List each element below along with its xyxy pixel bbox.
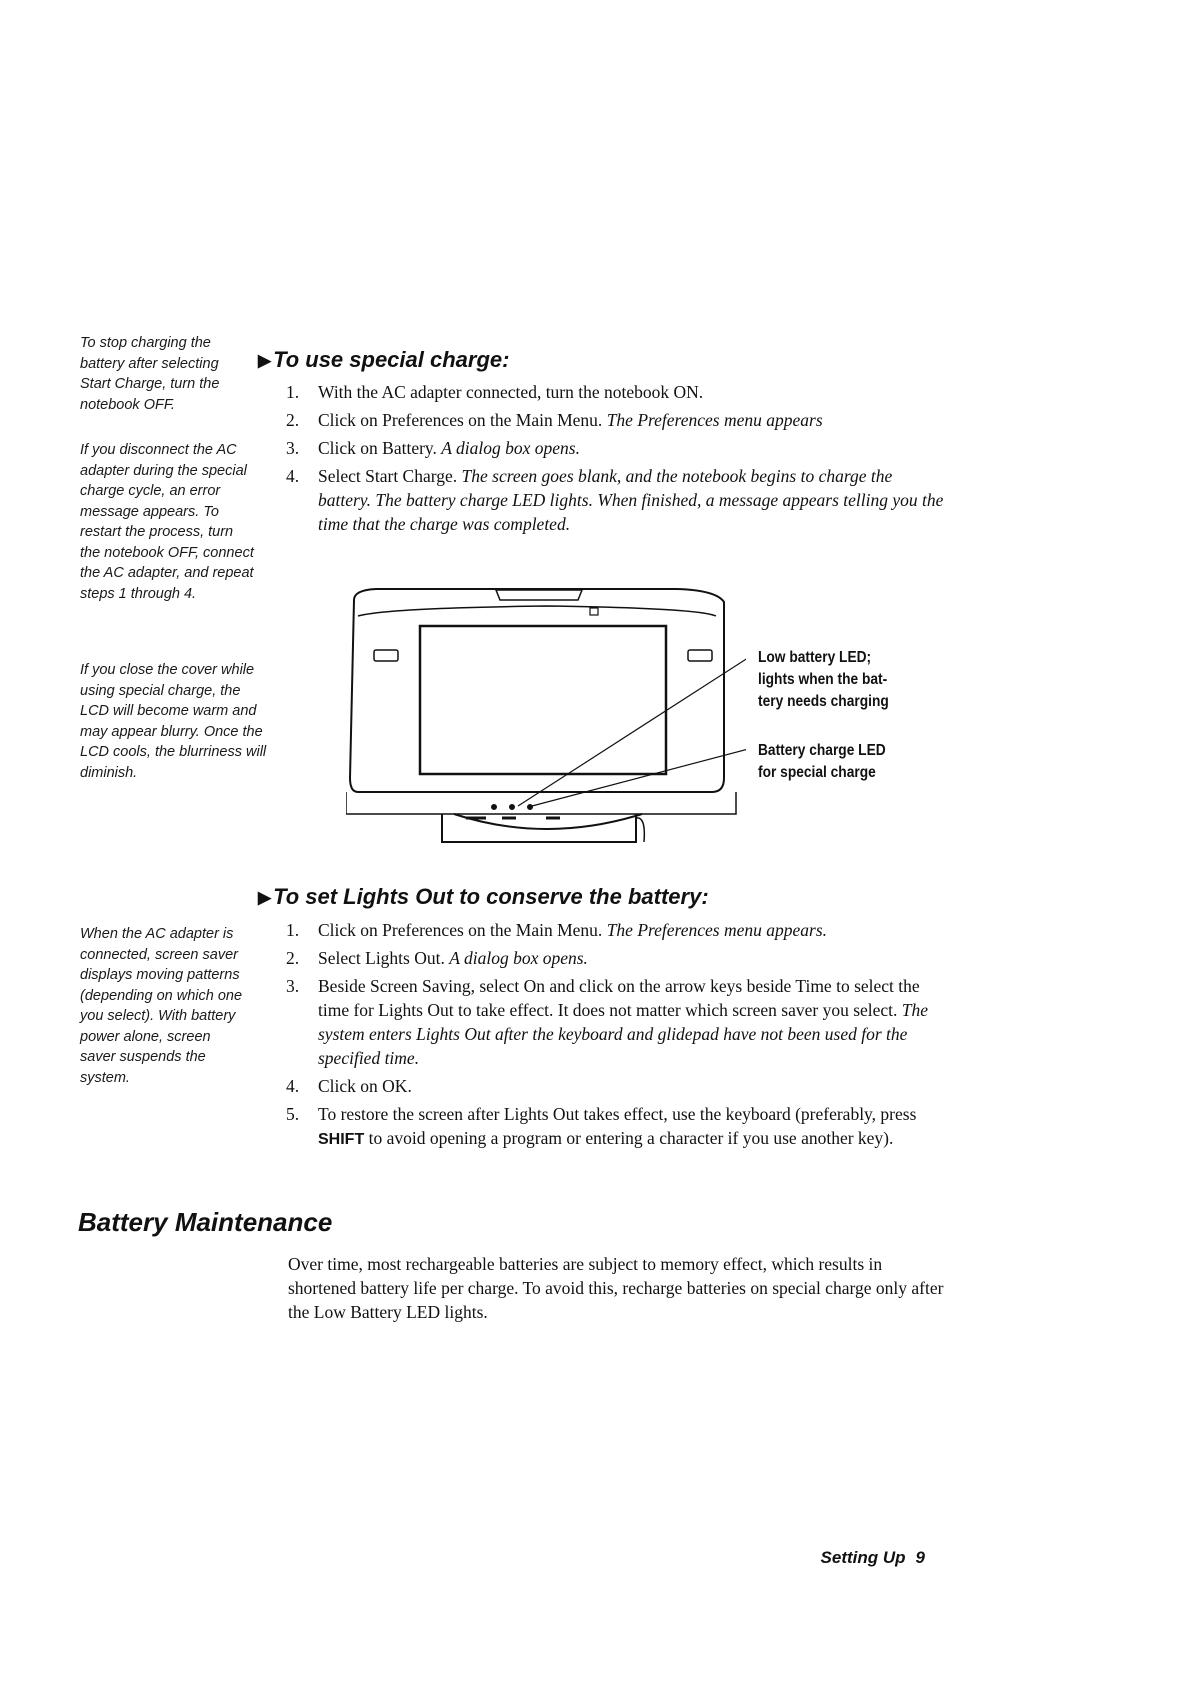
special-charge-step-2: 2. Click on Preferences on the Main Menu. The Preferences menu appears [286, 410, 823, 430]
margin-note-disconnect-ac: If you disconnect the AC adapter during the special charge cycle, an error message appears. To restart the process, turn the notebook OFF, connect the AC adapter, and repeat steps 1 through 4. [80, 442, 254, 602]
footer-section-label: Setting Up [820, 1548, 906, 1567]
special-charge-heading: ▶To use special charge: [258, 347, 510, 372]
lights-out-heading: ▶To set Lights Out to conserve the battery: [258, 884, 709, 909]
margin-note-ac-screen-saver: When the AC adapter is connected, screen saver displays moving patterns (depending on which one you select). With battery power alone, screen saver suspends the system. [80, 926, 243, 1086]
battery-maintenance-title: Battery Maintenance [78, 1207, 333, 1237]
lights-out-step-5: 5. To restore the screen after Lights Out takes effect, use the keyboard (preferably, press SHIFT to avoid opening a program or entering a character if you use another key). [286, 1104, 917, 1148]
margin-note-close-cover: If you close the cover while using special charge, the LCD will become warm and may appear blurry. Once the LCD cools, the blurriness will diminish. [80, 662, 267, 781]
lights-out-step-1: 1. Click on Preferences on the Main Menu. The Preferences menu appears. [286, 920, 828, 940]
triangle-bullet-icon: ▶ [258, 888, 272, 907]
page-number: 9 [915, 1548, 925, 1567]
page-footer [821, 1548, 925, 1568]
special-charge-steps [286, 380, 946, 540]
callout-battery-charge-led: Battery charge LED for special charge [758, 742, 886, 781]
margin-note-stop-charging: To stop charging the battery after selecting Start Charge, turn the notebook OFF. [80, 335, 220, 413]
battery-maintenance-body: Over time, most rechargeable batteries are subject to memory effect, which results in shortened battery life per charge. To avoid this, recharge batteries on special charge only after the Low Battery LED lights. [288, 1254, 944, 1322]
lights-out-steps [286, 918, 946, 1156]
special-charge-step-3: 3. Click on Battery. A dialog box opens. [286, 438, 580, 458]
triangle-bullet-icon: ▶ [258, 351, 272, 370]
special-charge-step-4: 4. Select Start Charge. The screen goes blank, and the notebook begins to charge the battery. The battery charge LED lights. When finished, a message appears telling you the time that the charge was completed. [286, 466, 944, 534]
lights-out-step-4: 4. Click on OK. [286, 1076, 412, 1096]
lights-out-step-2: 2. Select Lights Out. A dialog box opens. [286, 948, 588, 968]
lights-out-step-3: 3. Beside Screen Saving, select On and click on the arrow keys beside Time to select the time for Lights Out to take effect. It does not matter which screen saver you select. The system enters Lights Out after the keyboard and glidepad have not been used for the specified time. [286, 976, 929, 1068]
shift-key-label: SHIFT [318, 1131, 365, 1148]
callout-low-battery-led: Low battery LED; lights when the bat- tery needs charging [758, 649, 889, 710]
notebook-diagram [346, 586, 746, 862]
special-charge-step-1: 1. With the AC adapter connected, turn the notebook ON. [286, 382, 704, 402]
